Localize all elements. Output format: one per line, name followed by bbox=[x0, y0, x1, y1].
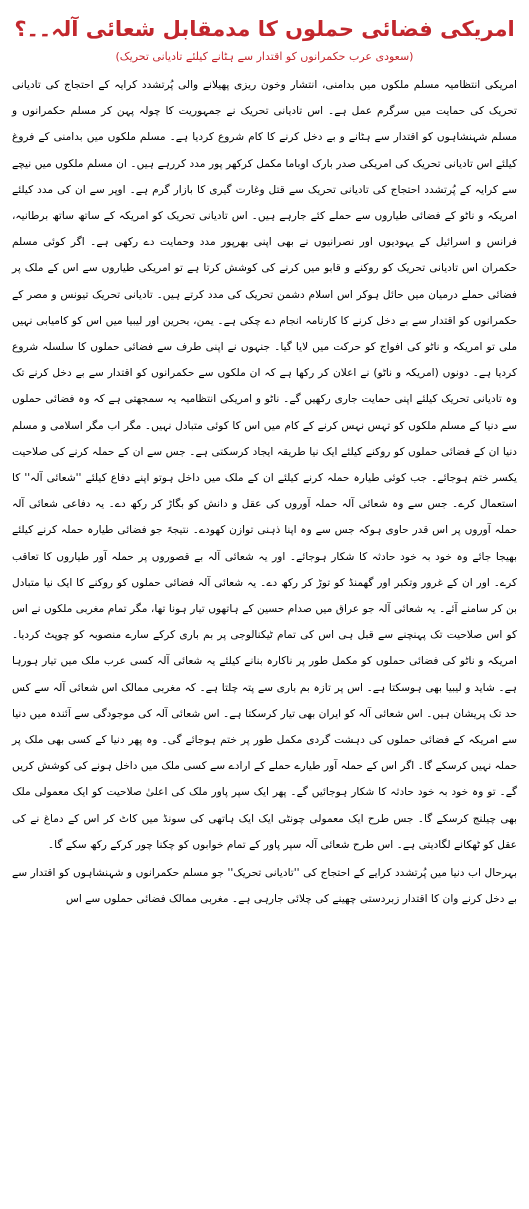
article-title: امریکی فضائی حملوں کا مدمقابل شعائی آلہ۔۔؟ bbox=[14, 17, 515, 41]
article-paragraph-2: بہرحال اب دنیا میں پُرتشدد کرایے کے احتجاج کی ''تادیانی تحریک'' جو مسلم حکمرانوں و شہنشاہوں کو اقتدار سے بے دخل کرنے وان کا اقتدار زبردستی چھینے کی چلائی جارہی ہے۔ مغربی ممالک فضائی حملوں سے اس bbox=[12, 867, 517, 906]
article-subtitle: (سعودی عرب حکمرانوں کو اقتدار سے ہٹانے کیلئے تادیانی تحریک) bbox=[115, 50, 414, 63]
article-paragraph-1: امریکی انتظامیہ مسلم ملکوں میں بدامنی، انتشار وخون ریزی پھیلانے والی پُرتشدد کرایہ کے احتجاج کی تادیانی تحریک کی حمایت میں سرگرم عمل ہے۔ اس تادیانی تحریک نے جمہوریت کا چولہ پہن کر مسلم حکمرانوں و مسلم شہنشاہوں کو اقتدار سے ہٹانے و بے دخل کرنے کا کام شروع کردیا ہے۔ مسلم ملکوں میں بدامنی کے فروغ کیلئے اس تادیانی تحریک کی امریکی صدر بارک اوباما مکمل کرکھر پور مدد کررہے ہیں۔ ان مسلم ملکوں میں نیچے سے کرایہ کے پُرتشدد احتجاج کی تادیانی تحریک سے قتل وغارت گیری کا بازار گرم ہے۔ اوپر سے ان کی مدد کیلئے امریکہ و ناٹو کے فضائی طیاروں سے حملے کئے جارہے ہیں۔ اس تادیانی تحریک کو امریکہ کے ساتھ ساتھ برطانیہ، فرانس و اسرائیل کے یہودیوں اور نصرانیوں نے بھی اپنی بھرپور مدد وحمایت دے رکھی ہے۔ اگر کوئی مسلم حکمران اس تادیانی تحریک کو روکنے و قابو میں کرنے کی کوشش کرتا ہے تو امریکی طیاروں سے اس کے ملک پر فضائی حملے درمیان میں حائل ہوکر اس اسلام دشمن تحریک کی مدد کرتے ہیں۔ تادیانی تحریک تیونس و مصر کے حکمرانوں کو اقتدار سے بے دخل کرنے کا کارنامہ انجام دے چکی ہے۔ یمن، بحرین اور لیبیا میں اس کو کامیابی نہیں ملی تو امریکہ و ناٹو کی افواج کو حرکت میں لایا گیا۔ جنہوں نے اپنی طرف سے فضائی حملوں کا سلسلہ شروع کردیا ہے۔ دونوں (امریکہ و ناٹو) نے اعلان کر رکھا ہے کہ ان ملکوں سے حکمرانوں کو اقتدار سے بے دخل کرنے تک وہ تادیانی تحریک کیلئے اپنی حمایت جاری رکھیں گے۔ ناٹو و امریکی انتظامیہ یہ سمجھتی ہے کہ وہ فضائی حملوں سے دنیا کے مسلم ملکوں کو تہس نہس کرنے کے کام میں اس کا کوئی متبادل نہیں۔ مگر اب مگر اسلامی و مسلم دنیا ان کے فضائی حملوں کو روکنے کیلئے ایک نیا طریقہ ایجاد کرسکتی ہے۔ جس سے ان کے حملہ کرنے کی صلاحیت یکسر ختم ہوجائے۔ جب کوئی طیارہ حملہ کرنے کیلئے ان کے ملک میں داخل ہوتو اپنے دفاع کیلئے ''شعائی آلہ'' کا استعمال کرے۔ جس سے وہ شعائی آلہ حملہ آوروں کی عقل و دانش کو بگاڑ کر رکھ دے۔ یہ دفاعی شعائی آلہ حملہ آوروں پر اس قدر حاوی ہوکہ جس سے وہ اپنا ذہنی توازن کھودے۔ نتیجہً جو فضائی طیارہ حملہ کرنے کیلئے بھیجا جائے وہ خود بہ خود حادثہ کا شکار ہوجائے۔ اور یہ شعائی آلہ بے قصوروں پر حملہ آور طیاروں کا تعاقب کرے۔ اور ان کے غرور وتکبر اور گھمنڈ کو توڑ کر رکھ دے۔ یہ شعائی آلہ فضائی حملوں کو روکنے کا ایک نیا متبادل بن کر سامنے آئے۔ یہ شعائی آلہ جو عراق میں صدام حسین کے ہاتھوں تیار ہونا تھا، مگر تمام مغربی ملکوں نے اس کو اس صلاحیت تک پہنچنے سے قبل ہی اس کی تمام ٹیکنالوجی پر بم باری کرکے سارے منصوبہ کو چوپٹ کردیا۔ امریکہ و ناٹو کی فضائی حملوں کو مکمل طور پر ناکارہ بنانے کیلئے یہ شعائی آلہ کسی عرب ملک میں تیار ہورہا ہے۔ شاید و لیبیا بھی ہوسکتا ہے۔ اس پر تازہ بم باری سے پتہ چلتا ہے۔ کہ مغربی ممالک اس شعائی آلہ سے کس حد تک پریشان ہیں۔ اس شعائی آلہ کو ایران بھی تیار کرسکتا ہے۔ اس شعائی آلہ کی موجودگی سے آئندہ میں دنیا سے امریکہ کے فضائی حملوں کی دہشت گردی مکمل طور پر ختم ہوجائے گی۔ وہ پھر دنیا کے کسی بھی ملک پر حملہ نہیں کرسکے گا۔ اگر اس کے حملہ آور طیارے حملے کے ارادے سے کسی ملک میں داخل ہونے کی کوشش کریں گے۔ تو وہ خود بہ خود حادثہ کا شکار ہوجائیں گے۔ پھر ایک سپر پاور ملک کی اعلیٰ صلاحیت کو ایک معمولی ملک بھی چیلنج کرسکے گا۔ جس طرح ایک معمولی چونٹی ایک ایک ہاتھی کی سونڈ میں کاٹ کر اس کے دماغ نے کی عقل کو ٹھکانے لگادیتی ہے۔ اس طرح شعائی آلہ سپر پاور کے تمام خوابوں کو چکنا چور کرکے رکھ سکے گا۔ bbox=[12, 79, 517, 851]
